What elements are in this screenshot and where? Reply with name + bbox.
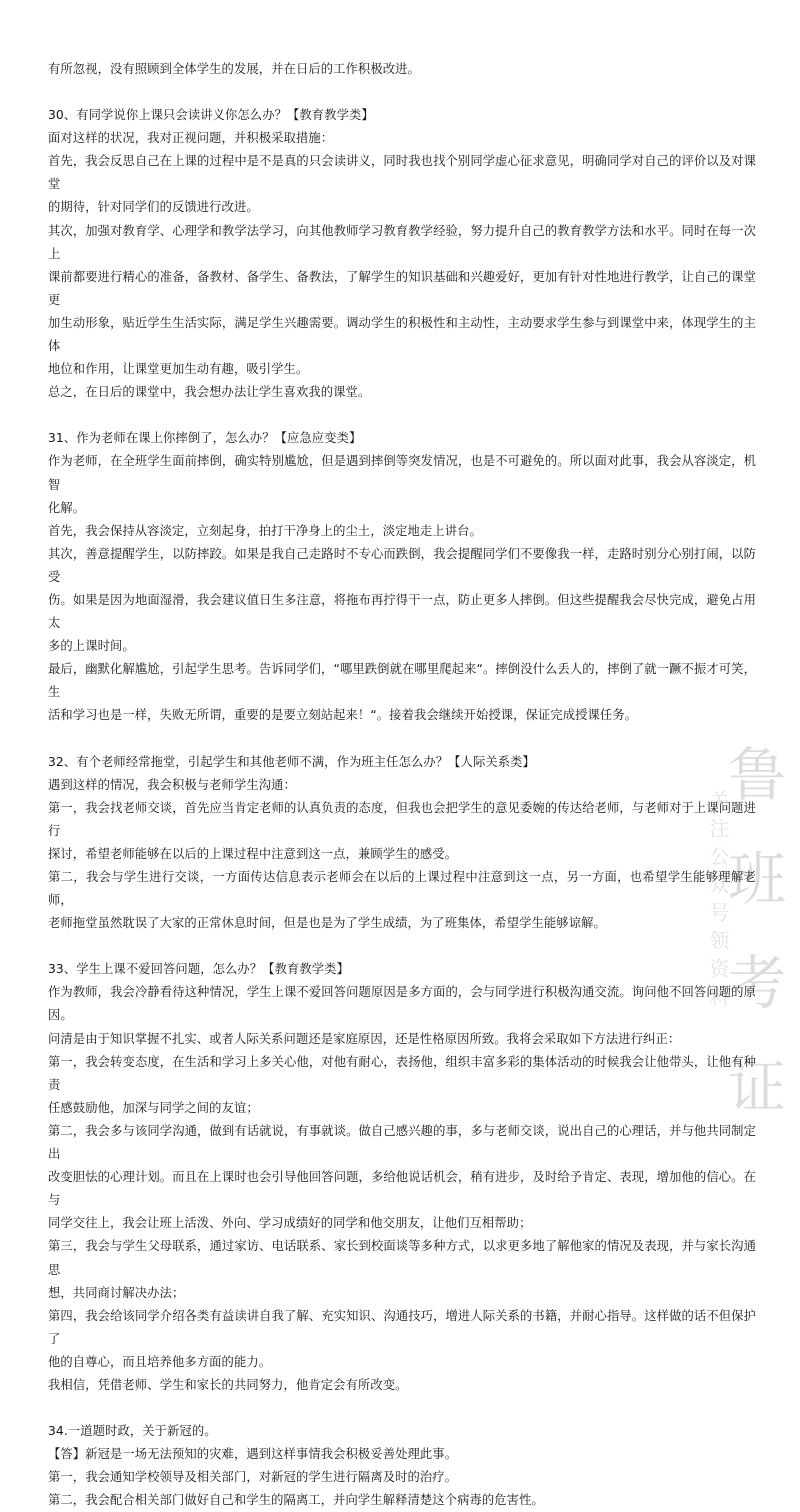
text-line: 有所忽视，没有照顾到全体学生的发展，并在日后的工作积极改进。 <box>48 62 420 76</box>
text-line: 面对这样的状况，我对正视问题，并积极采取措施： <box>48 131 334 146</box>
text-line: 第四，我会给该同学介绍各类有益读讲自我了解、充实知识、沟通技巧，增进人际关系的书籍，并耐心指导。这样做的话不但保护了 <box>48 1308 756 1346</box>
text-line: 34.一道题时政，关于新冠的。 <box>48 1424 217 1439</box>
text-line: 老师拖堂虽然耽误了大家的正常休息时间，但是也是为了学生成绩，为了班集体，希望学生能够谅解。 <box>48 916 606 931</box>
text-line: 其次，加强对教育学、心理学和教学法学习，向其他教师学习教育教学经验，努力提升自己的教育教学方法和水平。同时在每一次上 <box>48 223 756 261</box>
text-line: 活和学习也是一样，失败无所谓，重要的是要立刻站起来！“。接着我会继续开始授课，保证完成授课任务。 <box>48 708 638 723</box>
text-line: 首先，我会反思自己在上课的过程中是不是真的只会读讲义，同时我也找个别同学虚心征求意见，明确同学对自己的评价以及对课堂 <box>48 154 756 192</box>
text-line: 任感鼓励他，加深与同学之间的友谊； <box>48 1100 259 1115</box>
text-line: 加生动形象，贴近学生生活实际，满足学生兴趣需要。调动学生的积极性和主动性，主动要求学生参与到课堂中来，体现学生的主体 <box>48 315 756 354</box>
watermark-char: 鲁 <box>728 741 787 809</box>
text-line: 他的自尊心，而且培养他多方面的能力。 <box>48 1354 272 1369</box>
text-line: 30、有同学说你上课只会读讲义你怎么办？【教育教学类】 <box>48 108 374 123</box>
watermark-vertical-text: 关注公众号领资料 <box>706 790 730 1014</box>
text-line: 第三，我会与学生父母联系，通过家访、电话联系、家长到校面谈等多种方式，以求更多地了解他家的情况及表现，并与家长沟通思 <box>48 1239 756 1277</box>
text-line: 第一，我会转变态度，在生活和学习上多关心他，对他有耐心，表扬他，组织丰富多彩的集体活动的时候我会让他带头，让他有种责 <box>48 1054 756 1092</box>
text-line: 首先，我会保持从容淡定，立刻起身，拍打干净身上的尘土，淡定地走上讲台。 <box>48 523 482 538</box>
text-line: 31、作为老师在课上你摔倒了，怎么办？【应急应变类】 <box>48 431 362 446</box>
text-line: 作为老师，在全班学生面前摔倒，确实特别尴尬，但是遇到摔倒等突发情况，也是不可避免的。所以面对此事，我会从容淡定，机智 <box>48 454 756 492</box>
paragraph-gap <box>48 404 756 427</box>
document-body <box>48 58 756 1512</box>
text-line: 我相信，凭借老师、学生和家长的共同努力，他肯定会有所改变。 <box>48 1377 408 1392</box>
text-line: 【答】新冠是一场无法预知的灾难，遇到这样事情我会积极妥善处理此事。 <box>48 1447 458 1462</box>
text-line: 想，共同商讨解决办法； <box>48 1285 185 1300</box>
text-line: 伤。如果是因为地面湿滑，我会建议值日生多注意，将拖布再拧得干一点，防止更多人摔倒。但这些提醒我会尽快完成，避免占用太 <box>48 592 756 631</box>
text-line: 第一，我会通知学校领导及相关部门，对新冠的学生进行隔离及时的治疗。 <box>48 1470 458 1485</box>
paragraph-gap <box>48 81 756 104</box>
text-line: 总之，在日后的课堂中，我会想办法让学生喜欢我的课堂。 <box>48 385 371 400</box>
text-line: 多的上课时间。 <box>48 639 135 654</box>
text-line: 其次，善意提醒学生，以防摔跤。如果是我自己走路时不专心而跌倒，我会提醒同学们不要像我一样，走路时别分心别打闹，以防受 <box>48 546 756 584</box>
text-line: 最后，幽默化解尴尬，引起学生思考。告诉同学们，“哪里跌倒就在哪里爬起来“。摔倒没什么丢人的，摔倒了就一蹶不振才可笑，生 <box>48 662 756 700</box>
watermark-char: 班 <box>728 845 787 913</box>
text-line: 探讨，希望老师能够在以后的上课过程中注意到这一点，兼顾学生的感受。 <box>48 846 458 861</box>
text-line: 33、学生上课不爱回答问题，怎么办？【教育教学类】 <box>48 962 349 977</box>
text-line: 的期待，针对同学们的反馈进行改进。 <box>48 200 259 215</box>
watermark-char: 考 <box>728 949 787 1017</box>
paragraph-gap <box>48 935 756 958</box>
watermark-char: 证 <box>728 1053 787 1121</box>
text-line: 同学交往上，我会让班上活泼、外向、学习成绩好的同学和他交朋友，让他们互相帮助； <box>48 1216 532 1231</box>
text-line: 课前都要进行精心的准备，备教材、备学生、备教法，了解学生的知识基础和兴趣爱好，更加有针对性地进行教学，让自己的课堂更 <box>48 269 756 307</box>
paragraph-gap <box>48 728 756 751</box>
text-line: 作为教师，我会冷静看待这种情况，学生上课不爱回答问题原因是多方面的，会与同学进行积极沟通交流。询问他不回答问题的原因。 <box>48 985 756 1023</box>
text-line: 第二，我会配合相关部门做好自己和学生的隔离工，并向学生解释清楚这个病毒的危害性。 <box>48 1493 544 1508</box>
text-line: 地位和作用，让课堂更加生动有趣，吸引学生。 <box>48 362 309 377</box>
text-line: 第一，我会找老师交谈，首先应当肯定老师的认真负责的态度，但我也会把学生的意见委婉的传达给老师，与老师对于上课问题进行 <box>48 800 756 838</box>
text-line: 第二，我会与学生进行交谈，一方面传达信息表示老师会在以后的上课过程中注意到这一点，另一方面，也希望学生能够理解老师， <box>48 870 756 908</box>
text-line: 遇到这样的情况，我会积极与老师学生沟通： <box>48 777 296 792</box>
text-line: 化解。 <box>48 500 86 515</box>
text-line: 第二，我会多与该同学沟通，做到有话就说，有事就谈。做自己感兴趣的事，多与老师交谈，说出自己的心理话，并与他共同制定出 <box>48 1123 756 1162</box>
paragraph-gap <box>48 1397 756 1420</box>
text-line: 问清是由于知识掌握不扎实、或者人际关系问题还是家庭原因，还是性格原因所致。我将会采取如下方法进行纠正： <box>48 1031 681 1046</box>
text-line: 改变胆怯的心理计划。而且在上课时也会引导他回答问题，多给他说话机会，稍有进步，及时给予肯定、表现，增加他的信心。在与 <box>48 1170 756 1208</box>
text-line: 32、有个老师经常拖堂，引起学生和其他老师不满，作为班主任怎么办？【人际关系类】 <box>48 754 535 769</box>
